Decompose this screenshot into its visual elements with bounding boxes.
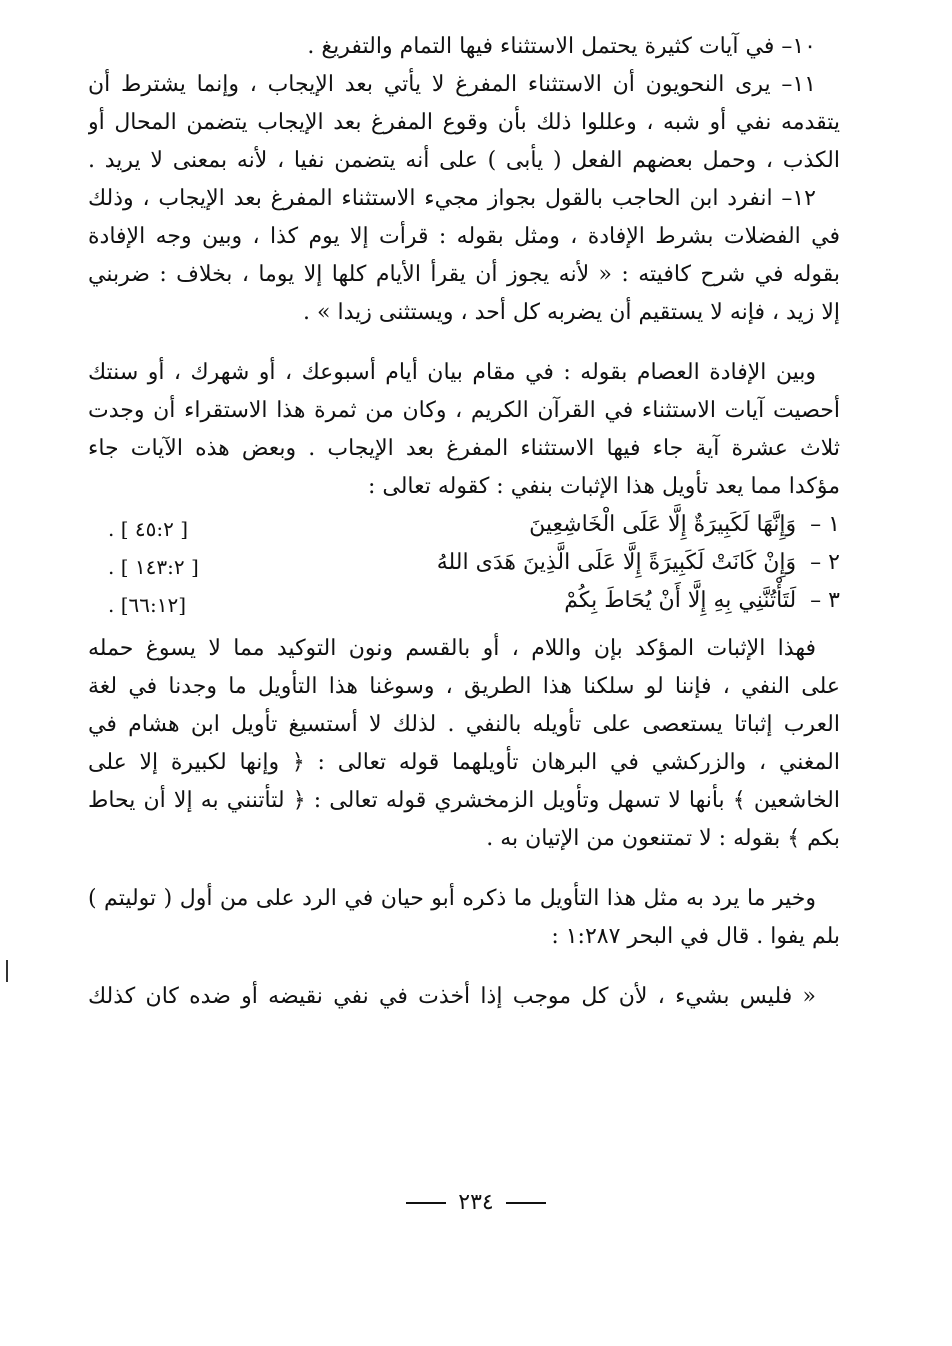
- quran-verses: [88, 506, 840, 620]
- verse-body: وَإِنْ كَانَتْ لَكَبِيرَةً إِلَّا عَلَى الَّذِينَ هَدَى اللهُ: [436, 550, 797, 575]
- text-line: إلا زيد ، فإنه لا يستقيم أن يضربه كل أحد ، ويستثنى زيدا » .: [303, 300, 840, 325]
- text-line: مؤكدا مما يعد تأويل هذا الإثبات بنفي : كقوله تعالى :: [367, 474, 840, 499]
- text-line: فهذا الإثبات المؤكد بإن واللام ، أو بالقسم ونون التوكيد مما لا يسوغ حمله: [88, 636, 816, 661]
- scan-edge-mark: [6, 960, 8, 982]
- text-line: يتقدمه نفي أو شبه ، وعللوا ذلك بأن وقوع المفرغ بعد الإيجاب يتضمن المحال أو: [88, 110, 840, 135]
- text-line: ثلاث عشرة آية جاء فيها الاستثناء المفرغ بعد الإيجاب . وبعض هذه الآيات جاء: [88, 436, 840, 461]
- text-line: الخاشعين ﴾ بأنها لا تسهل وتأويل الزمخشري قوله تعالى : ﴿ لتأتنني به إلا أن يحاط: [88, 788, 840, 813]
- text-line: بقوله في شرح كافيته : « لأنه يجوز أن يقرأ الأيام كلها إلا يوما ، بخلاف : ضربني: [88, 262, 840, 287]
- paragraph-16: [88, 978, 840, 1016]
- text-line: ١٢– انفرد ابن الحاجب بالقول بجواز مجيء الاستثناء المفرغ بعد الإيجاب ، وذلك: [88, 186, 816, 211]
- verse-text: [437, 544, 840, 582]
- paragraph-11: [88, 66, 840, 180]
- page-number: ٢٣٤: [458, 1190, 494, 1215]
- verse-reference: . [٦٦:١٢]: [108, 593, 187, 617]
- text-line: بكم ﴾ بقوله : لا تمتنعون من الإتيان به .: [486, 826, 840, 851]
- spacer: [88, 858, 840, 880]
- text-line: أحصيت آيات الاستثناء في القرآن الكريم ، وكان من ثمرة هذا الاستقراء أن وجدت: [88, 398, 840, 423]
- verse-body: لَتَأْتُنَّنِي بِهِ إِلَّا أَنْ يُحَاطَ بِكُمْ: [564, 588, 797, 613]
- dash-divider: [406, 1202, 446, 1204]
- verse-row: [88, 582, 840, 620]
- paragraph-10: [88, 28, 840, 66]
- spacer: [88, 332, 840, 354]
- text-line: « فليس بشيء ، لأن كل موجب إذا أخذت في نفي نقيضه أو ضده كان كذلك: [88, 984, 816, 1009]
- text-line: على النفي ، فإننا لو سلكنا هذا الطريق ، وسوغنا هذا التأويل ما وجدنا في لغة: [88, 674, 840, 699]
- paragraph-15: [88, 880, 840, 956]
- text-line: في الفضلات بشرط الإفادة ، ومثل بقوله : قرأت إلا يوم كذا ، وبين وجه الإفادة: [88, 224, 840, 249]
- paragraph-12: [88, 180, 840, 332]
- text-line: وبين الإفادة العصام بقوله : في مقام بيان أيام أسبوعك ، أو شهرك ، أو سنتك: [88, 360, 816, 385]
- verse-reference: . [ ٤٥:٢ ]: [108, 517, 189, 541]
- text-line: وخير ما يرد به مثل هذا التأويل ما ذكره أبو حيان في الرد على من أول ( توليتم ): [88, 886, 816, 911]
- text-line: العرب إثباتا يستعصى على تأويله بالنفي . لذلك لا أستسيغ تأويل ابن هشام في: [88, 712, 840, 737]
- verse-number: ١ –: [810, 512, 840, 537]
- paragraph-13: [88, 354, 840, 506]
- verse-text: [529, 506, 840, 544]
- verse-text: [564, 582, 840, 620]
- text-line: ١٠– في آيات كثيرة يحتمل الاستثناء فيها التمام والتفريغ .: [307, 34, 816, 59]
- spacer: [88, 620, 840, 630]
- verse-number: ٢ –: [810, 550, 840, 575]
- text-line: ١١– يرى النحويون أن الاستثناء المفرغ لا يأتي بعد الإيجاب ، وإنما يشترط أن: [88, 72, 816, 97]
- page-number-footer: [0, 1190, 952, 1215]
- text-line: المغني ، والزركشي في البرهان تأويلهما قوله تعالى : ﴿ وإنها لكبيرة إلا على: [88, 750, 840, 775]
- verse-body: وَإِنَّهَا لَكَبِيرَةٌ إِلَّا عَلَى الْخَاشِعِينَ: [529, 512, 797, 537]
- verse-reference: . [ ١٤٣:٢ ]: [108, 555, 199, 579]
- paragraph-14: [88, 630, 840, 858]
- dash-divider: [506, 1202, 546, 1204]
- spacer: [88, 956, 840, 978]
- text-line: بلم يفوا . قال في البحر ١:٢٨٧ :: [551, 924, 840, 949]
- text-line: الكذب ، وحمل بعضهم الفعل ( يأبى ) على أنه يتضمن نفيا ، لأنه بمعنى لا يريد .: [88, 148, 840, 173]
- verse-number: ٣ –: [810, 588, 840, 613]
- verse-row: [88, 544, 840, 582]
- verse-row: [88, 506, 840, 544]
